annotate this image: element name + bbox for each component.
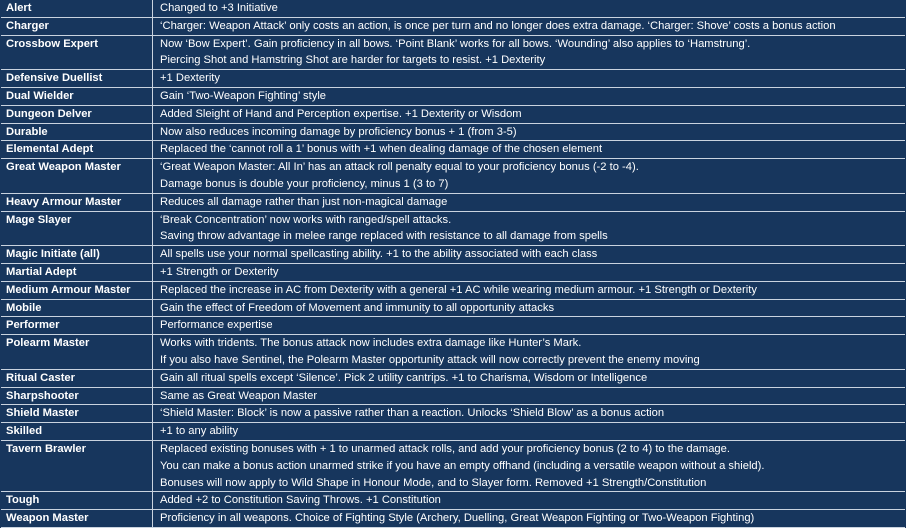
feat-name: Performer	[1, 317, 153, 335]
feat-name: Charger	[1, 17, 153, 35]
description-line: Now also reduces incoming damage by proficiency bonus + 1 (from 3-5)	[160, 125, 517, 138]
feat-name: Ritual Caster	[1, 369, 153, 387]
description-line: Replaced existing bonuses with + 1 to unarmed attack rolls, and add your proficiency bonus (2 to 4) to the damage.	[160, 442, 730, 455]
feat-description	[153, 263, 906, 281]
table-row	[1, 211, 905, 246]
description-line: Damage bonus is double your proficiency, minus 1 (3 to 7)	[160, 177, 449, 190]
table-row	[1, 440, 905, 491]
description-line: Changed to +3 Initiative	[160, 2, 278, 14]
description-line: Replaced the ‘cannot roll a 1’ bonus with +1 when dealing damage of the chosen element	[160, 143, 603, 156]
feat-name: Elemental Adept	[1, 141, 153, 159]
feat-description	[153, 423, 906, 441]
description-line: Added +2 to Constitution Saving Throws. +1 Constitution	[160, 494, 441, 507]
feat-description	[153, 0, 906, 17]
feat-description	[153, 405, 906, 423]
description-line: Same as Great Weapon Master	[160, 389, 318, 402]
description-line: Gain the effect of Freedom of Movement and immunity to all opportunity attacks	[160, 301, 555, 314]
description-line: Bonuses will now apply to Wild Shape in Honour Mode, and to Slayer form. Removed +1 Strength/Constitution	[160, 476, 707, 489]
description-line: ‘Great Weapon Master: All In’ has an attack roll penalty equal to your proficiency bonus (-2 to -4).	[160, 161, 639, 174]
feats-table-body	[1, 0, 905, 527]
description-line: Proficiency in all weapons. Choice of Fighting Style (Archery, Duelling, Great Weapon Fighting or Two-Weapon Fighting)	[160, 512, 755, 525]
description-line: Replaced the increase in AC from Dexterity with a general +1 AC while wearing medium armour. +1 Strength or Dexterity	[160, 283, 757, 296]
feat-description	[153, 70, 906, 88]
feat-description	[153, 141, 906, 159]
feat-description	[153, 123, 906, 141]
table-row	[1, 141, 905, 159]
feat-name: Crossbow Expert	[1, 35, 153, 70]
table-row	[1, 263, 905, 281]
feat-description	[153, 105, 906, 123]
table-row	[1, 387, 905, 405]
feat-description	[153, 246, 906, 264]
description-line: Added Sleight of Hand and Perception expertise. +1 Dexterity or Wisdom	[160, 107, 522, 120]
table-row	[1, 299, 905, 317]
table-row	[1, 70, 905, 88]
feat-description	[153, 317, 906, 335]
feat-description	[153, 281, 906, 299]
feat-name: Tavern Brawler	[1, 440, 153, 491]
feat-name: Mage Slayer	[1, 211, 153, 246]
feat-description	[153, 193, 906, 211]
table-row	[1, 87, 905, 105]
description-line: Performance expertise	[160, 319, 273, 332]
table-row	[1, 335, 905, 370]
feat-name: Weapon Master	[1, 510, 153, 528]
feat-name: Sharpshooter	[1, 387, 153, 405]
description-line: All spells use your normal spellcasting ability. +1 to the ability associated with each class	[160, 248, 598, 261]
feat-description	[153, 211, 906, 246]
table-row	[1, 0, 905, 17]
table-row	[1, 105, 905, 123]
description-line: Works with tridents. The bonus attack now includes extra damage like Hunter’s Mark.	[160, 337, 582, 350]
feat-name: Heavy Armour Master	[1, 193, 153, 211]
feat-description	[153, 440, 906, 491]
feat-name: Medium Armour Master	[1, 281, 153, 299]
description-line: Gain all ritual spells except ‘Silence’. Pick 2 utility cantrips. +1 to Charisma, Wisdom or Intelligence	[160, 371, 648, 384]
feat-name: Tough	[1, 492, 153, 510]
table-row	[1, 17, 905, 35]
feat-name: Skilled	[1, 423, 153, 441]
table-row	[1, 281, 905, 299]
table-row	[1, 510, 905, 528]
feat-description	[153, 299, 906, 317]
feat-name: Polearm Master	[1, 335, 153, 370]
table-row	[1, 159, 905, 194]
feat-name: Alert	[1, 0, 153, 17]
feat-name: Shield Master	[1, 405, 153, 423]
description-line: Gain ‘Two-Weapon Fighting’ style	[160, 89, 327, 102]
feat-description	[153, 335, 906, 370]
table-row	[1, 123, 905, 141]
table-row	[1, 35, 905, 70]
feat-description	[153, 510, 906, 528]
table-row	[1, 423, 905, 441]
description-line: +1 Strength or Dexterity	[160, 265, 279, 278]
description-line: Piercing Shot and Hamstring Shot are harder for targets to resist. +1 Dexterity	[160, 54, 546, 67]
description-line: ‘Charger: Weapon Attack’ only costs an action, is once per turn and no longer does extra damage. ‘Charger: Shove’ costs a bonus action	[160, 19, 836, 32]
feat-name: Durable	[1, 123, 153, 141]
description-line: +1 to any ability	[160, 425, 239, 438]
table-row	[1, 246, 905, 264]
feat-description	[153, 87, 906, 105]
description-line: +1 Dexterity	[160, 72, 221, 85]
table-row	[1, 405, 905, 423]
feat-description	[153, 35, 906, 70]
description-line: Now ‘Bow Expert’. Gain proficiency in all bows. ‘Point Blank’ works for all bows. ‘Wounding’ also applies to ‘Hamstrung’.	[160, 37, 751, 50]
feat-description	[153, 369, 906, 387]
feat-name: Defensive Duellist	[1, 70, 153, 88]
feat-description	[153, 387, 906, 405]
feat-name: Great Weapon Master	[1, 159, 153, 194]
feat-name: Mobile	[1, 299, 153, 317]
description-line: ‘Shield Master: Block’ is now a passive rather than a reaction. Unlocks ‘Shield Blow’ as a bonus action	[160, 407, 665, 420]
table-row	[1, 317, 905, 335]
description-line: ‘Break Concentration’ now works with ranged/spell attacks.	[160, 213, 452, 226]
description-line: If you also have Sentinel, the Polearm Master opportunity attack will now correctly prevent the enemy moving	[160, 353, 700, 366]
feat-name: Dual Wielder	[1, 87, 153, 105]
feat-description	[153, 159, 906, 194]
description-line: Reduces all damage rather than just non-magical damage	[160, 195, 448, 208]
table-row	[1, 369, 905, 387]
table-row	[1, 193, 905, 211]
feat-description	[153, 17, 906, 35]
feat-name: Dungeon Delver	[1, 105, 153, 123]
feat-name: Magic Initiate (all)	[1, 246, 153, 264]
description-line: Saving throw advantage in melee range replaced with resistance to all damage from spells	[160, 230, 608, 243]
description-line: You can make a bonus action unarmed strike if you have an empty offhand (including a versatile weapon without a shield).	[160, 459, 765, 472]
feat-name: Martial Adept	[1, 263, 153, 281]
feats-table	[1, 0, 905, 528]
